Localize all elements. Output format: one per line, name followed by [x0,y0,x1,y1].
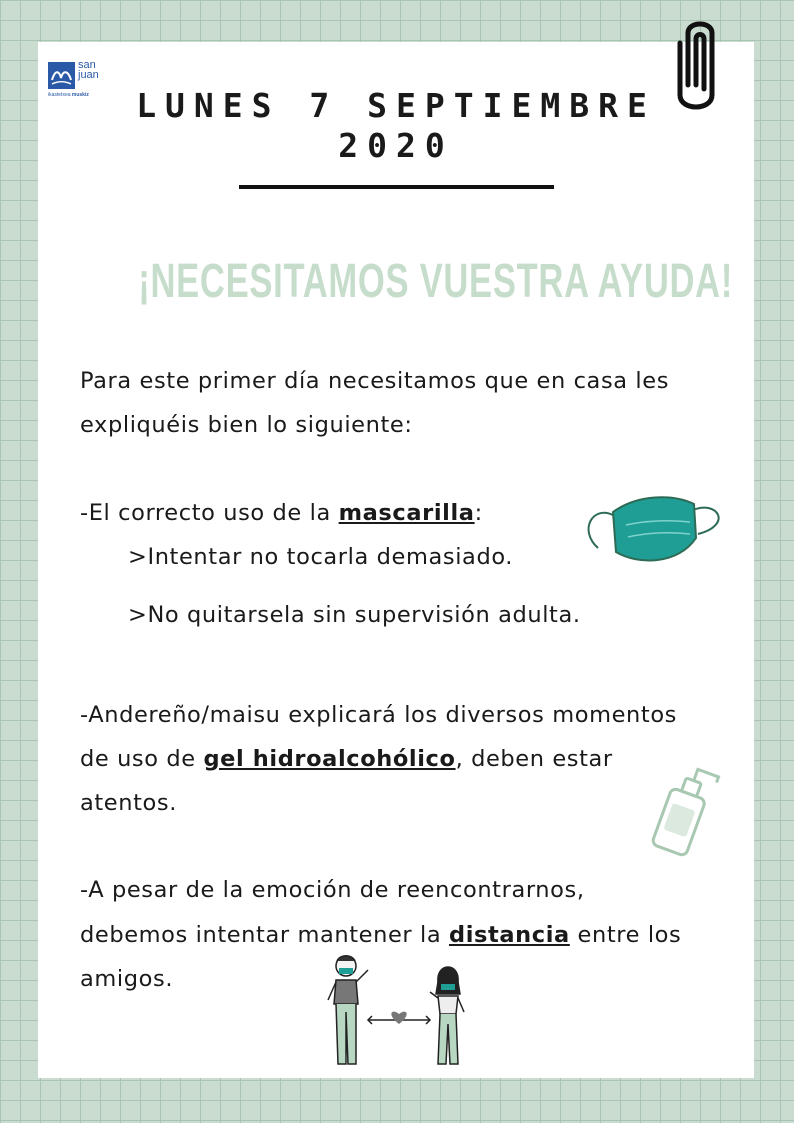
intro-line-2: expliquéis bien lo siguiente: [80,412,413,438]
gel-keyword: gel hidroalcohólico [203,746,456,772]
gel-line-3: atentos. [80,790,177,816]
logo-line-2: juan [78,69,99,81]
distance-line-3: amigos. [80,966,174,992]
mask-item-1: >Intentar no tocarla demasiado. [128,544,514,570]
mask-heading: -El correcto uso de la mascarilla: [80,500,483,526]
distance-line-1: -A pesar de la emoción de reencontrarnos, [80,877,585,903]
title-divider [239,185,554,189]
mask-keyword: mascarilla [338,500,475,526]
gel-line-1: -Andereño/maisu explicará los diversos momentos [80,702,678,728]
logo-mark-icon [48,62,75,89]
face-mask-icon [578,490,730,565]
date-line-2: 2020 [338,126,454,165]
mask-item-2: >No quitarsela sin supervisión adulta. [128,602,581,628]
paperclip-icon [670,15,730,115]
date-line-1: LUNES 7 SEPTIEMBRE [136,86,656,125]
kids-distance-illustration [326,952,474,1074]
headline: ¡NECESITAMOS VUESTRA AYUDA! [138,255,734,308]
intro-line-1: Para este primer día necesitamos que en casa les [80,368,670,394]
gel-line-2: de uso de gel hidroalcohólico, deben estar [80,746,613,772]
distance-line-2: debemos intentar mantener la distancia entre los [80,922,682,948]
logo-subtitle: ikastetxea muskiz [48,92,89,98]
logo-wordmark [78,60,99,80]
logo-line-1: san [78,59,96,71]
sanitizer-bottle-icon [642,756,732,860]
distance-keyword: distancia [448,922,570,948]
date-title [38,86,754,166]
